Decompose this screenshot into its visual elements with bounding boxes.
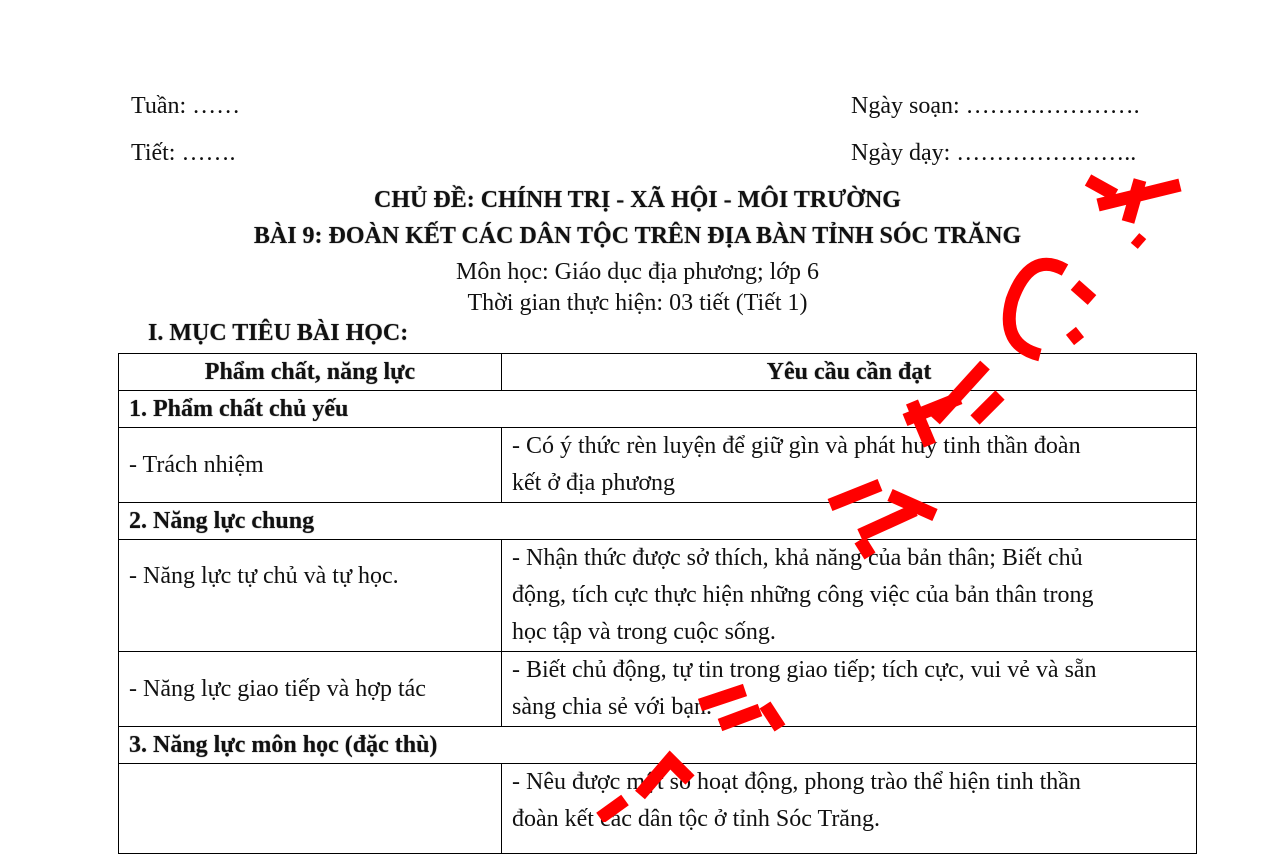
group-row [119, 391, 1197, 428]
requirement-line: - Nhận thức được sở thích, khả năng của bản thân; Biết chủ [512, 545, 1083, 571]
period-label: Tiết: ……. [131, 140, 236, 166]
duration-line: Thời gian thực hiện: 03 tiết (Tiết 1) [467, 290, 808, 316]
header-requirement: Yêu cầu cần đạt [502, 354, 1197, 391]
requirement-cell [502, 764, 1197, 854]
requirement-line: - Nêu được một số hoạt động, phong trào thể hiện tinh thần [512, 769, 1081, 795]
requirement-line: đoàn kết các dân tộc ở tỉnh Sóc Trăng. [512, 806, 880, 832]
competency-name: - Trách nhiệm [119, 428, 502, 503]
group-row [119, 503, 1197, 540]
requirement-line: - Có ý thức rèn luyện để giữ gìn và phát huy tinh thần đoàn [512, 433, 1081, 459]
table-row [119, 428, 1197, 503]
competency-name: - Năng lực tự chủ và tự học. [119, 540, 502, 652]
group-title: 2. Năng lực chung [119, 503, 1197, 540]
requirement-cell [502, 540, 1197, 652]
week-label: Tuần: …… [131, 93, 241, 119]
table-row [119, 652, 1197, 727]
objectives-table [118, 353, 1197, 854]
header-competency: Phẩm chất, năng lực [119, 354, 502, 391]
subject-line: Môn học: Giáo dục địa phương; lớp 6 [455, 259, 819, 285]
group-title: 3. Năng lực môn học (đặc thù) [119, 727, 1197, 764]
table-header-row [119, 354, 1197, 391]
table-row [119, 764, 1197, 854]
topic-title: CHỦ ĐỀ: CHÍNH TRỊ - XÃ HỘI - MÔI TRƯỜNG [374, 187, 901, 213]
requirement-line: - Biết chủ động, tự tin trong giao tiếp; tích cực, vui vẻ và sẵn [512, 657, 1097, 683]
requirement-line: học tập và trong cuộc sống. [512, 619, 776, 645]
lesson-title: BÀI 9: ĐOÀN KẾT CÁC DÂN TỘC TRÊN ĐỊA BÀN TỈNH SÓC TRĂNG [253, 223, 1022, 249]
table-row [119, 540, 1197, 652]
group-row [119, 727, 1197, 764]
competency-name: - Năng lực giao tiếp và hợp tác [119, 652, 502, 727]
date-taught-label: Ngày dạy: ………………….. [851, 140, 1137, 166]
requirement-line: động, tích cực thực hiện những công việc của bản thân trong [512, 582, 1094, 608]
requirement-line: kết ở địa phương [512, 470, 676, 496]
group-title: 1. Phẩm chất chủ yếu [119, 391, 1197, 428]
section-title: I. MỤC TIÊU BÀI HỌC: [148, 320, 409, 346]
competency-name [119, 764, 502, 854]
requirement-line: sàng chia sẻ với bạn. [512, 694, 712, 720]
requirement-cell [502, 652, 1197, 727]
requirement-cell [502, 428, 1197, 503]
date-prepared-label: Ngày soạn: …………………. [851, 93, 1140, 119]
